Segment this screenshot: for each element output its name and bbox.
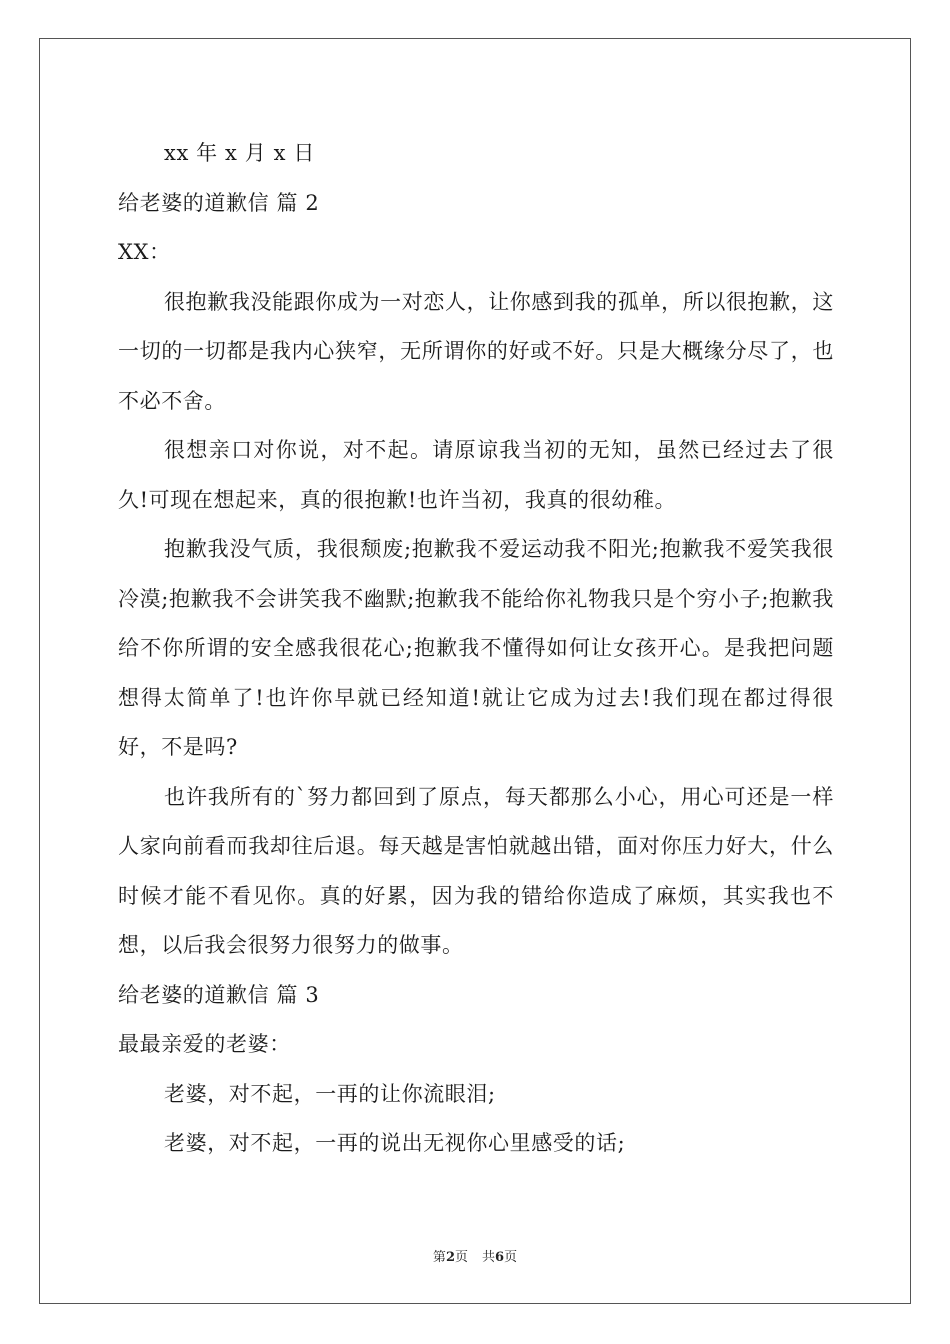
page-number: 2 bbox=[445, 1250, 455, 1265]
page-prefix: 第 bbox=[432, 1250, 446, 1265]
salutation: XX： bbox=[118, 240, 171, 264]
page-footer bbox=[0, 1246, 950, 1265]
paragraph: 很想亲口对你说，对不起。请原谅我当初的无知，虽然已经过去了很久!可现在想起来，真的很抱歉!也许当初，我真的很幼稚。 bbox=[118, 438, 834, 512]
document-body bbox=[118, 129, 834, 1169]
total-prefix: 共 bbox=[482, 1250, 496, 1265]
salutation: 最最亲爱的老婆： bbox=[118, 1032, 291, 1056]
paragraph: 抱歉我没气质，我很颓废;抱歉我不爱运动我不阳光;抱歉我不爱笑我很冷漠;抱歉我不会讲笑我不幽默;抱歉我不能给你礼物我只是个穷小子;抱歉我给不你所谓的安全感我很花心;抱歉我不懂得如何让女孩开心。是我把问题想得太简单了!也许你早就已经知道!就让它成为过去!我们现在都过得很好，不是吗? bbox=[118, 537, 834, 759]
total-suffix: 页 bbox=[504, 1250, 518, 1265]
total-pages: 6 bbox=[495, 1250, 505, 1265]
paragraph: 也许我所有的`努力都回到了原点，每天都那么小心，用心可还是一样人家向前看而我却往后退。每天越是害怕就越出错，面对你压力好大，什么时候才能不看见你。真的好累，因为我的错给你造成了麻烦，其实我也不想，以后我会很努力很努力的做事。 bbox=[118, 784, 834, 957]
section-heading: 给老婆的道歉信 篇 3 bbox=[118, 982, 320, 1007]
paragraph: 老婆，对不起，一再的让你流眼泪; bbox=[164, 1081, 496, 1106]
paragraph: 很抱歉我没能跟你成为一对恋人，让你感到我的孤单，所以很抱歉，这一切的一切都是我内心狭窄，无所谓你的好或不好。只是大概缘分尽了，也不必不舍。 bbox=[118, 289, 834, 413]
letter-date: xx 年 x 月 x 日 bbox=[164, 141, 315, 165]
page-suffix: 页 bbox=[454, 1250, 468, 1265]
section-heading: 给老婆的道歉信 篇 2 bbox=[118, 190, 320, 215]
paragraph: 老婆，对不起，一再的说出无视你心里感受的话; bbox=[164, 1131, 626, 1155]
